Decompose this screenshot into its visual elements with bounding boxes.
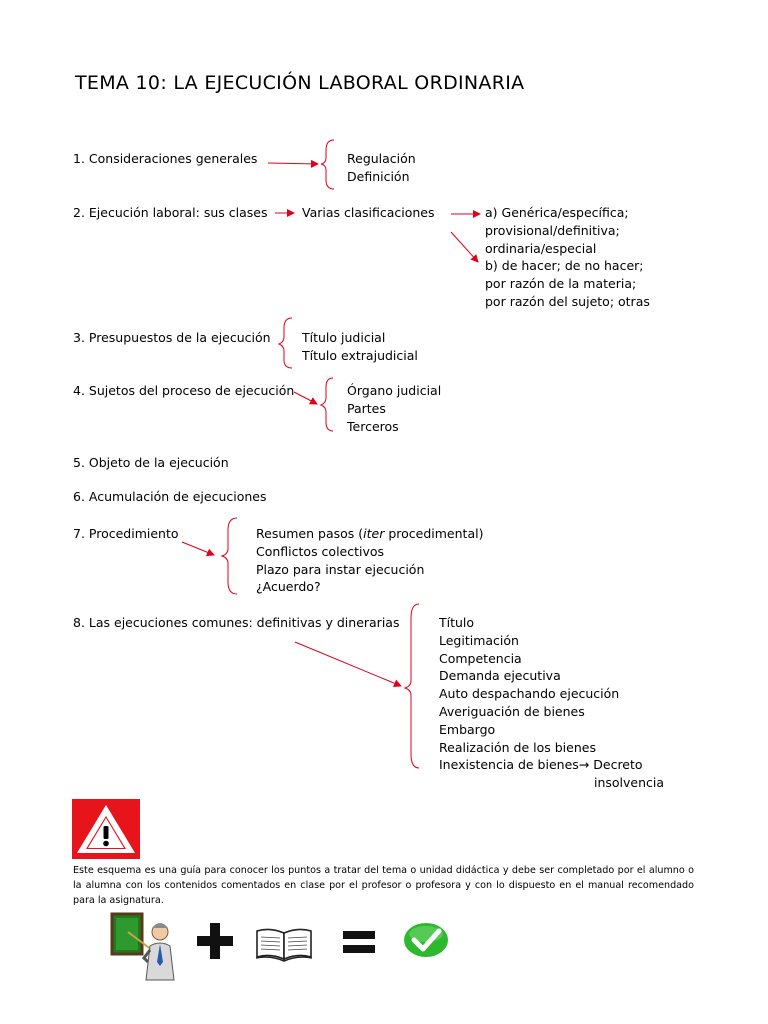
list-item: Terceros [347,418,399,434]
book-icon [254,925,314,963]
list-item: por razón del sujeto; otras [485,293,650,309]
plus-icon [195,921,235,961]
list-item: Regulación [347,151,416,166]
brace-s1 [321,140,334,189]
list-item: provisional/definitiva; [485,222,620,238]
list-item: Partes [347,400,386,416]
equals-icon [343,928,377,956]
list-item: Plazo para instar ejecución [256,561,425,577]
list-item: Órgano judicial [347,383,442,398]
list-item: Auto despachando ejecución [439,686,620,702]
list-item: Conflictos colectivos [256,543,385,559]
section-2-middle: Varias clasificaciones [302,205,435,220]
arrow-s8 [295,642,401,686]
list-item: Embargo [439,721,496,737]
brace-s4 [321,378,333,431]
section-5-label: 5. Objeto de la ejecución [73,455,229,470]
section-2-label: 2. Ejecución laboral: sus clases [73,205,268,220]
list-item: Resumen pasos (iter procedimental) [256,526,484,541]
checkmark-icon [402,921,450,959]
list-item: ¿Acuerdo? [256,579,321,595]
page-title: TEMA 10: LA EJECUCIÓN LABORAL ORDINARIA [75,72,525,94]
list-item: Legitimación [439,632,519,648]
list-item: Título [439,615,475,630]
list-item: Título judicial [302,330,386,345]
list-item: Título extrajudicial [302,347,418,363]
section-1-label: 1. Consideraciones generales [73,151,258,166]
list-item: Competencia [439,650,522,666]
arrow-s7 [182,542,214,555]
list-item: Demanda ejecutiva [439,668,561,684]
arrow-s1 [268,163,318,164]
list-item: por razón de la materia; [485,276,637,292]
brace-s3 [279,318,292,368]
section-6-label: 6. Acumulación de ejecuciones [73,489,267,504]
arrow-s2-b [451,232,478,262]
arrow-s4 [294,392,317,404]
brace-s8 [405,604,419,768]
list-item: a) Genérica/específica; [485,205,629,220]
guide-note: Este esquema es una guía para conocer los puntos a tratar del tema o unidad didáctica y debe ser completado por el alumno o la alumna con los contenidos comentados en clase por el profesor o profesora y con lo dispuesto en el manual recomendado para la asignatura. [73,865,694,906]
section-3-label: 3. Presupuestos de la ejecución [73,330,271,345]
brace-s7 [222,518,237,594]
warning-icon [72,799,140,859]
list-item: Averiguación de bienes [439,703,585,719]
list-item: Inexistencia de bienes→ Decreto [439,757,643,773]
section-8-result-continued: insolvencia [594,775,665,790]
list-item: Definición [347,168,410,184]
list-item: ordinaria/especial [485,240,597,256]
teacher-icon [108,910,188,982]
section-4-label: 4. Sujetos del proceso de ejecución [73,383,295,398]
section-8-label: 8. Las ejecuciones comunes: definitivas y dinerarias [73,615,400,630]
section-7-label: 7. Procedimiento [73,526,179,541]
list-item: b) de hacer; de no hacer; [485,258,644,274]
list-item: Realización de los bienes [439,739,596,755]
right-arrow-icon: → [578,757,590,773]
